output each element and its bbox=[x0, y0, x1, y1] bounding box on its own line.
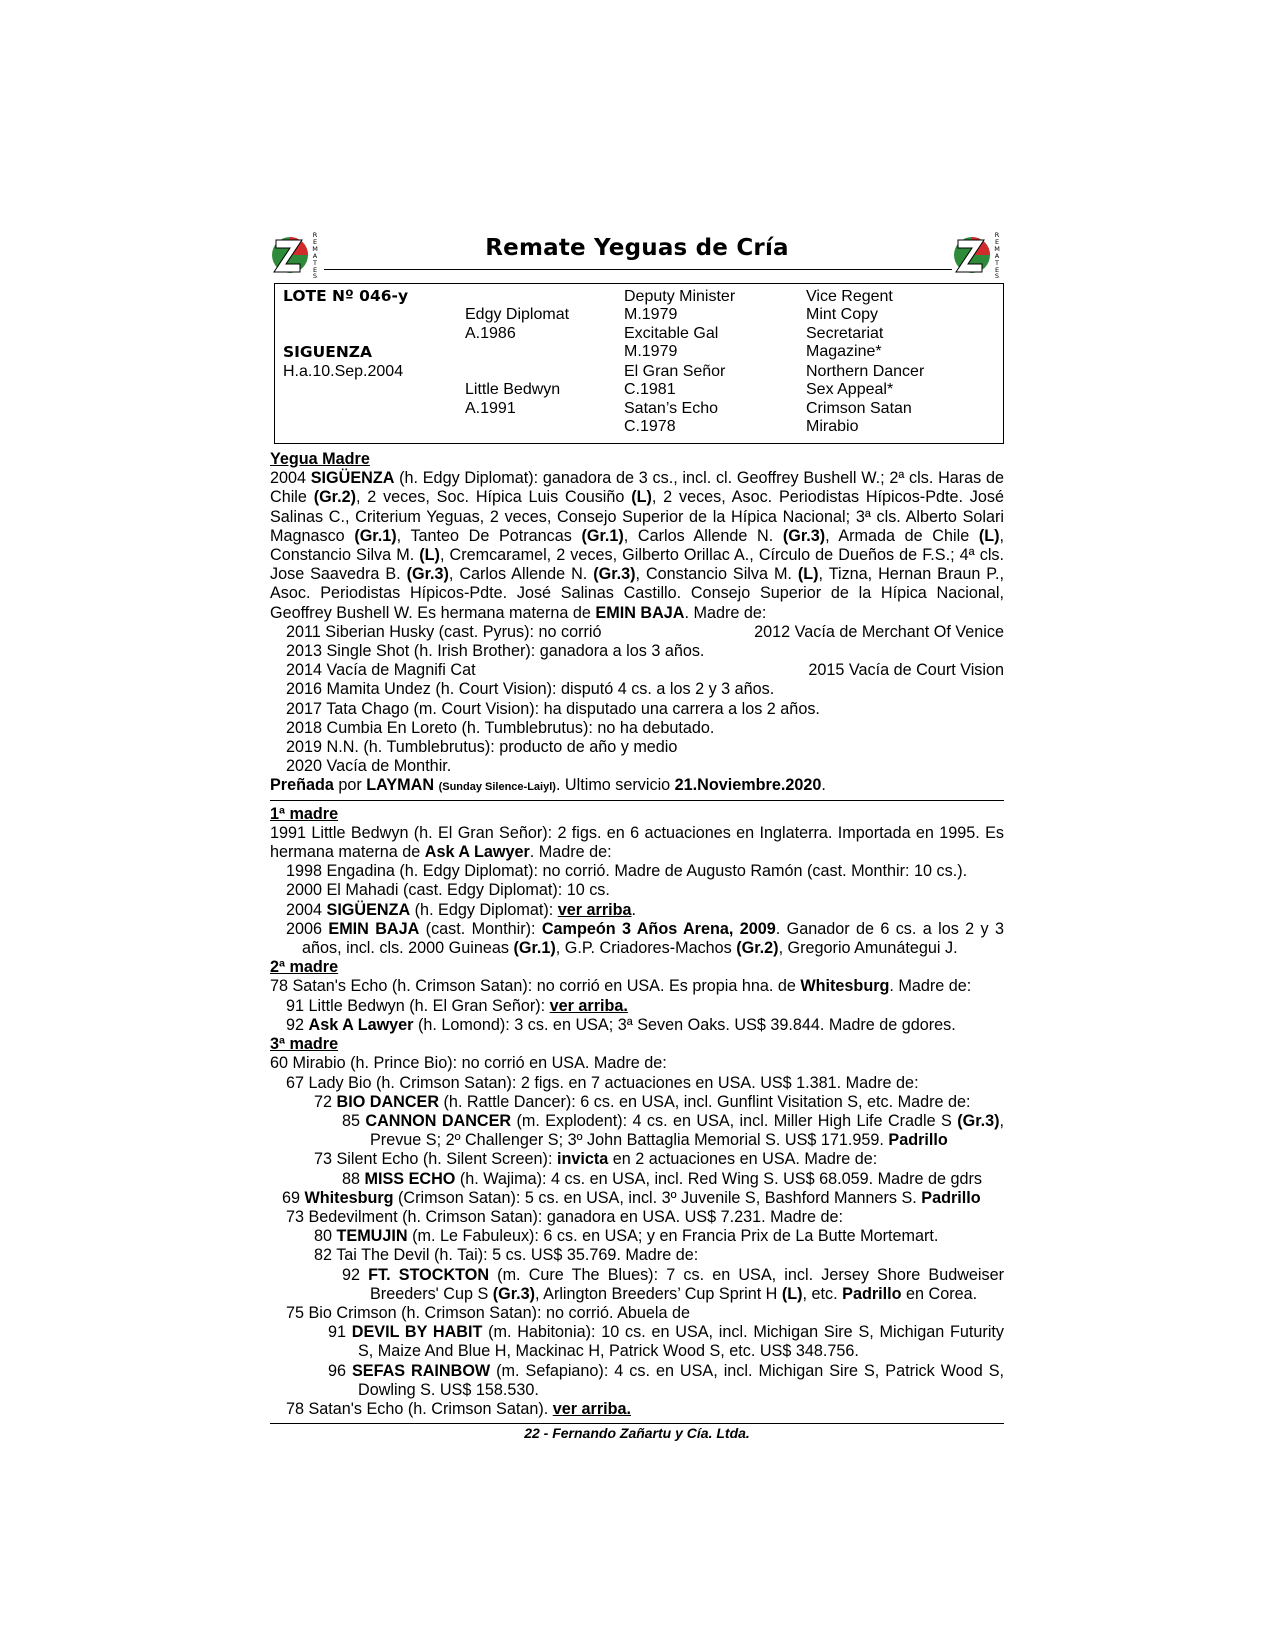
produce-row: 67 Lady Bio (h. Crimson Satan): 2 figs. en 7 actuaciones en USA. US$ 1.381. Madre de: bbox=[286, 1073, 919, 1092]
granddam-2-year: C.1978 bbox=[624, 418, 676, 435]
produce-row: 1998 Engadina (h. Edgy Diplomat): no corrió. Madre de Augusto Ramón (cast. Monthir: 10 cs.). bbox=[286, 862, 968, 881]
page-title: Remate Yeguas de Cría bbox=[485, 235, 789, 261]
granddam-1: Excitable Gal bbox=[624, 325, 719, 342]
grandsire-2-year: C.1981 bbox=[624, 381, 676, 398]
produce-row: 2018 Cumbia En Loreto (h. Tumblebrutus): no ha debutado. bbox=[286, 718, 715, 737]
produce-row: 2011 Siberian Husky (cast. Pyrus): no corrió 2012 Vacía de Merchant Of Venice bbox=[286, 622, 1004, 641]
svg-text:T: T bbox=[995, 259, 999, 267]
zl-remates-logo bbox=[952, 228, 1004, 278]
title-underline bbox=[324, 269, 952, 270]
pedigree-table bbox=[274, 283, 1004, 444]
dam-name: Little Bedwyn bbox=[465, 381, 561, 398]
ancestor-8: Mirabio bbox=[806, 418, 859, 435]
grandsire-1-year: M.1979 bbox=[624, 306, 678, 323]
section-heading: 2ª madre bbox=[270, 958, 339, 977]
grandsire-1: Deputy Minister bbox=[624, 288, 736, 305]
svg-text:A: A bbox=[994, 252, 1000, 260]
section-heading: Yegua Madre bbox=[270, 450, 370, 468]
svg-text:T: T bbox=[313, 259, 317, 267]
produce-row: 2016 Mamita Undez (h. Court Vision): disputó 4 cs. a los 2 y 3 años. bbox=[286, 680, 775, 699]
produce-row: 69 Whitesburg (Crimson Satan): 5 cs. en USA, incl. 3º Juvenile S, Bashford Manners S. Padrillo bbox=[282, 1188, 981, 1207]
produce-row: 92 Ask A Lawyer (h. Lomond): 3 cs. en USA; 3ª Seven Oaks. US$ 39.844. Madre de gdores. bbox=[286, 1015, 956, 1034]
produce-row: 91 Little Bedwyn (h. El Gran Señor): ver arriba. bbox=[286, 996, 628, 1015]
produce-row: 73 Silent Echo (h. Silent Screen): invicta en 2 actuaciones en USA. Madre de: bbox=[314, 1150, 878, 1169]
produce-row: 2004 SIGÜENZA (h. Edgy Diplomat): ver arriba. bbox=[286, 900, 637, 919]
produce-row: 88 MISS ECHO (h. Wajima): 4 cs. en USA, incl. Red Wing S. US$ 68.059. Madre de gdrs bbox=[342, 1169, 982, 1188]
svg-text:R: R bbox=[994, 231, 1000, 239]
svg-text:M: M bbox=[312, 245, 318, 253]
ancestor-2: Mint Copy bbox=[806, 306, 879, 323]
svg-text:E: E bbox=[994, 238, 1000, 246]
grandsire-2: El Gran Señor bbox=[624, 363, 726, 380]
section-heading: 1ª madre bbox=[270, 804, 339, 823]
svg-text:E: E bbox=[312, 238, 318, 246]
produce-row: 78 Satan's Echo (h. Crimson Satan). ver arriba. bbox=[286, 1399, 632, 1418]
produce-row: 85 CANNON DANCER (m. Explodent): 4 cs. en USA, incl. Miller High Life Cradle S (Gr.3), Prevue S; 2º Challenger S; 3º John Battaglia Memorial S. US$ 171.959. Padrillo bbox=[342, 1111, 1004, 1150]
produce-row: 2014 Vacía de Magnifi Cat 2015 Vacía de Court Vision bbox=[286, 661, 1004, 680]
ancestor-4: Magazine* bbox=[806, 343, 882, 360]
produce-row: 2019 N.N. (h. Tumblebrutus): producto de año y medio bbox=[286, 738, 678, 757]
svg-text:A: A bbox=[312, 252, 318, 260]
produce-row: 80 TEMUJIN (m. Le Fabuleux): 6 cs. en USA; y en Francia Prix de La Butte Mortemart. bbox=[314, 1227, 939, 1246]
produce-row: 75 Bio Crimson (h. Crimson Satan): no corrió. Abuela de bbox=[286, 1303, 690, 1322]
svg-text:S: S bbox=[312, 272, 318, 278]
sire-name: Edgy Diplomat bbox=[465, 306, 570, 323]
page-footer: 22 - Fernando Zañartu y Cía. Ltda. bbox=[524, 1425, 750, 1442]
produce-row: 2000 El Mahadi (cast. Edgy Diplomat): 10 cs. bbox=[286, 881, 610, 900]
produce-row: 96 SEFAS RAINBOW (m. Sefapiano): 4 cs. en USA, incl. Michigan Sire S, Patrick Wood S, Dowling S. US$ 158.530. bbox=[328, 1361, 1004, 1399]
svg-text:E: E bbox=[994, 266, 1000, 274]
dam-record: 78 Satan's Echo (h. Crimson Satan): no corrió en USA. Es propia hna. de Whitesburg. Madre de: bbox=[270, 977, 972, 996]
produce-row: 73 Bedevilment (h. Crimson Satan): ganadora en USA. US$ 7.231. Madre de: bbox=[286, 1207, 843, 1226]
produce-row: 2006 EMIN BAJA (cast. Monthir): Campeón 3 Años Arena, 2009. Ganador de 6 cs. a los 2 y 3 años, incl. cls. 2000 Guineas (Gr.1), G.P. Criadores-Machos (Gr.2), Gregorio Amunátegui J. bbox=[286, 919, 1005, 958]
ancestor-3: Secretariat bbox=[806, 325, 884, 342]
horse-birth: H.a.10.Sep.2004 bbox=[283, 363, 404, 380]
granddam-2: Satan’s Echo bbox=[624, 400, 718, 417]
svg-text:M: M bbox=[994, 245, 1000, 253]
produce-row: 72 BIO DANCER (h. Rattle Dancer): 6 cs. en USA, incl. Gunflint Visitation S, etc. Madre de: bbox=[314, 1092, 971, 1111]
dam-record: 1991 Little Bedwyn (h. El Gran Señor): 2 figs. en 6 actuaciones en Inglaterra. Importada en 1995. Es hermana materna de Ask A Lawyer. Madre de: bbox=[270, 823, 1004, 862]
page-header bbox=[270, 225, 1004, 283]
svg-text:E: E bbox=[312, 266, 318, 274]
catalog-page bbox=[270, 225, 1004, 1443]
sire-year: A.1986 bbox=[465, 325, 516, 342]
ancestor-5: Northern Dancer bbox=[806, 363, 925, 380]
pregnancy-status: Preñada por LAYMAN (Sunday Silence-Laiyl). Ultimo servicio 21.Noviembre.2020. bbox=[270, 776, 826, 795]
produce-row: 2013 Single Shot (h. Irish Brother): ganadora a los 3 años. bbox=[286, 642, 705, 661]
granddam-1-year: M.1979 bbox=[624, 343, 678, 360]
dam-record: 60 Mirabio (h. Prince Bio): no corrió en USA. Madre de: bbox=[270, 1054, 667, 1073]
ancestor-7: Crimson Satan bbox=[806, 400, 912, 417]
ancestor-1: Vice Regent bbox=[806, 288, 893, 305]
svg-text:R: R bbox=[312, 231, 318, 239]
produce-row: 82 Tai The Devil (h. Tai): 5 cs. US$ 35.769. Madre de: bbox=[314, 1246, 699, 1265]
dam-record: 2004 SIGÜENZA (h. Edgy Diplomat): ganadora de 3 cs., incl. cl. Geoffrey Bushell W.; 2ª cls. Haras de Chile (Gr.2), 2 veces, Soc. Hípica Luis Cousiño (L), 2 veces, Asoc. Periodistas Hípicos-Pdte. José Salinas C., Criterium Yeguas, 2 veces, Consejo Superior de la Hípica Nacional; 3ª cls. Alberto Solari Magnasco (Gr.1), Tanteo De Potrancas (Gr.1), Carlos Allende N. (Gr.3), Armada de Chile (L), Constancio Silva M. (L), Cremcaramel, 2 veces, Gilberto Orillac A., Círculo de Dueños de F.S.; 4ª cls. Jose Saavedra B. (Gr.3), Carlos Allende N. (Gr.3), Constancio Silva M. (L), Tizna, Hernan Braun P., Asoc. Periodistas Hípicos-Pdte. José Salinas Castillo. Consejo Superior de la Hípica Nacional, Geoffrey Bushell W. Es hermana materna de EMIN BAJA. Madre de: bbox=[270, 469, 1005, 622]
produce-row: 92 FT. STOCKTON (m. Cure The Blues): 7 cs. en USA, incl. Jersey Shore Budweiser Breeders' Cup S (Gr.3), Arlington Breeders’ Cup Sprint H (L), etc. Padrillo en Corea. bbox=[342, 1265, 1004, 1303]
section-divider bbox=[270, 800, 1004, 801]
produce-row: 91 DEVIL BY HABIT (m. Habitonia): 10 cs. en USA, incl. Michigan Sire S, Michigan Futurity S, Maize And Blue H, Mackinac H, Patrick Wood S, etc. US$ 348.756. bbox=[328, 1323, 1005, 1361]
dam-year: A.1991 bbox=[465, 400, 516, 417]
produce-row: 2020 Vacía de Monthir. bbox=[286, 757, 452, 776]
ancestor-6: Sex Appeal* bbox=[806, 381, 894, 398]
produce-row: 2017 Tata Chago (m. Court Vision): ha disputado una carrera a los 2 años. bbox=[286, 699, 820, 718]
catalog-body bbox=[270, 450, 1004, 1443]
horse-name: SIGUENZA bbox=[283, 343, 373, 361]
section-heading: 3ª madre bbox=[270, 1035, 339, 1054]
lot-number: LOTE Nº 046-y bbox=[283, 287, 409, 305]
svg-text:S: S bbox=[994, 272, 1000, 278]
